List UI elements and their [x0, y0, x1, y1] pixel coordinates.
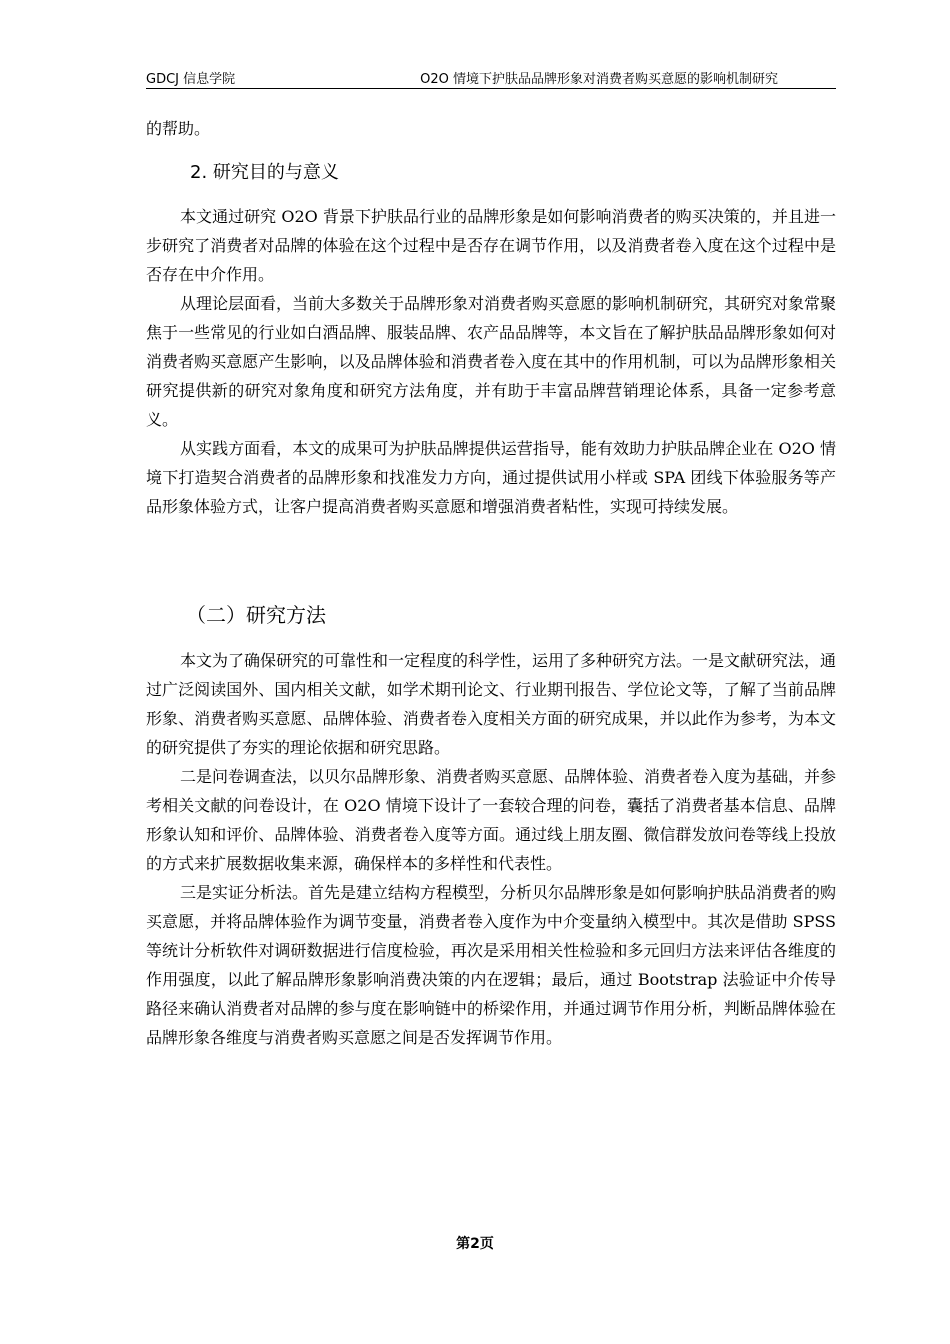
continuation-text [146, 114, 836, 143]
section-heading-method: （二）研究方法 [186, 603, 326, 627]
purpose-body [146, 202, 836, 521]
section-heading-purpose: 2. 研究目的与意义 [190, 162, 339, 183]
header-paper-title: O2O 情境下护肤品品牌形象对消费者购买意愿的影响机制研究 [420, 72, 778, 87]
page-header [146, 66, 836, 89]
header-institution: GDCJ 信息学院 [146, 72, 236, 87]
method-body [146, 646, 836, 1052]
paragraph: 三是实证分析法。首先是建立结构方程模型，分析贝尔品牌形象是如何影响护肤品消费者的购买意愿，并将品牌体验作为调节变量，消费者卷入度作为中介变量纳入模型中。其次是借助 SPSS 等统计分析软件对调研数据进行信度检验，再次是采用相关性检验和多元回归方法来评估各维度的作用强度，以此了解品牌形象影响消费决策的内在逻辑；最后，通过 Bootstrap 法验证中介传导路径来确认消费者对品牌的参与度在影响链中的桥梁作用，并通过调节作用分析，判断品牌体验在品牌形象各维度与消费者购买意愿之间是否发挥调节作用。 [146, 883, 837, 1047]
paragraph: 本文通过研究 O2O 背景下护肤品行业的品牌形象是如何影响消费者的购买决策的，并且进一步研究了消费者对品牌的体验在这个过程中是否存在调节作用，以及消费者卷入度在这个过程中是否存在中介作用。 [146, 207, 836, 284]
paragraph: 二是问卷调查法，以贝尔品牌形象、消费者购买意愿、品牌体验、消费者卷入度为基础，并参考相关文献的问卷设计，在 O2O 情境下设计了一套较合理的问卷，囊括了消费者基本信息、品牌形象认知和评价、品牌体验、消费者卷入度等方面。通过线上朋友圈、微信群发放问卷等线上投放的方式来扩展数据收集来源，确保样本的多样性和代表性。 [146, 767, 837, 873]
continuation-paragraph: 的帮助。 [146, 119, 211, 138]
page-number: 第2页 [456, 1236, 494, 1252]
paragraph: 从实践方面看，本文的成果可为护肤品牌提供运营指导，能有效助力护肤品牌企业在 O2O 情境下打造契合消费者的品牌形象和找准发力方向，通过提供试用小样或 SPA 团线下体验服务等产品形象体验方式，让客户提高消费者购买意愿和增强消费者粘性，实现可持续发展。 [146, 439, 836, 516]
paragraph: 本文为了确保研究的可靠性和一定程度的科学性，运用了多种研究方法。一是文献研究法，通过广泛阅读国外、国内相关文献，如学术期刊论文、行业期刊报告、学位论文等，了解了当前品牌形象、消费者购买意愿、品牌体验、消费者卷入度相关方面的研究成果，并以此作为参考，为本文的研究提供了夯实的理论依据和研究思路。 [146, 651, 837, 757]
paragraph: 从理论层面看，当前大多数关于品牌形象对消费者购买意愿的影响机制研究，其研究对象常聚焦于一些常见的行业如白酒品牌、服装品牌、农产品品牌等，本文旨在了解护肤品品牌形象如何对消费者购买意愿产生影响，以及品牌体验和消费者卷入度在其中的作用机制，可以为品牌形象相关研究提供新的研究对象角度和研究方法角度，并有助于丰富品牌营销理论体系，具备一定参考意义。 [146, 294, 837, 429]
